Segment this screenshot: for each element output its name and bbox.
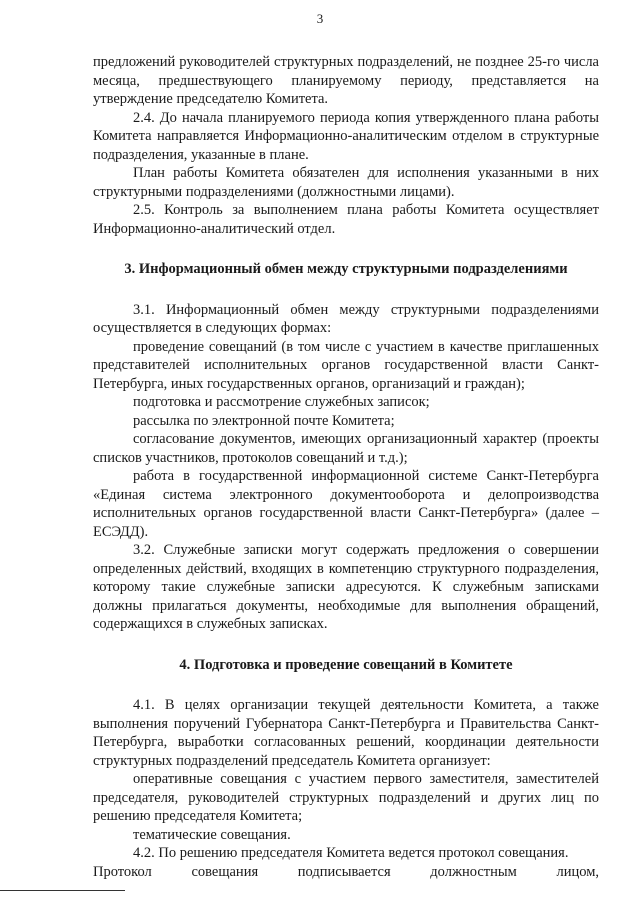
paragraph-3-1: 3.1. Информационный обмен между структурными подразделениями осуществляется в следующих формах: (93, 301, 599, 336)
list-item-esedd: работа в государственной информационной системе Санкт-Петербурга «Единая система электронного документооборота и делопроизводства исполнительных органов государственной власти Санкт-Петербурга» (далее – ЕСЭДД). (93, 468, 599, 540)
list-item-thematic-meetings: тематические совещания. (133, 826, 291, 843)
paragraph-protocol-signing: Протокол совещания подписывается должностным лицом, (93, 863, 599, 880)
footnote-rule (0, 890, 125, 891)
list-item-operational-meetings: оперативные совещания с участием первого заместителя, заместителей председателя, руководителей структурных подразделений и других лиц по решению председателя Комитета; (93, 771, 599, 824)
paragraph-3-2: 3.2. Служебные записки могут содержать предложения о совершении определенных действий, входящих в компетенцию структурного подразделения, которому такие служебные записки адресуются. К служебным записками должны прилагаться документы, необходимые для выполнения обращений, содержащихся в служебных записках. (93, 542, 599, 632)
section-4-heading: 4. Подготовка и проведение совещаний в Комитете (179, 656, 513, 673)
paragraph-continuation: предложений руководителей структурных подразделений, не позднее 25-го числа месяца, предшествующего планируемому периоду, представляется на утверждение председателю Комитета. (93, 54, 599, 107)
list-item-approval: согласование документов, имеющих организационный характер (проекты списков участников, протоколов совещаний и т.д.); (93, 431, 599, 466)
paragraph-plan-mandatory: План работы Комитета обязателен для исполнения указанными в них структурными подразделениями (должностными лицами). (93, 165, 599, 200)
list-item-memos: подготовка и рассмотрение служебных записок; (133, 394, 430, 410)
paragraph-2-5: 2.5. Контроль за выполнением плана работы Комитета осуществляет Информационно-аналитический отдел. (93, 202, 599, 237)
section-3-heading: 3. Информационный обмен между структурными подразделениями (124, 261, 568, 277)
list-item-meetings: проведение совещаний (в том числе с участием в качестве приглашенных представителей исполнительных органов государственной власти Санкт-Петербурга, иных государственных органов, организаций и граждан); (93, 338, 599, 392)
paragraph-4-1: 4.1. В целях организации текущей деятельности Комитета, а также выполнения поручений Губернатора Санкт-Петербурга и Правительства Санкт-Петербурга, выработки согласованных решений, координации деятельности структурных подразделений председатель Комитета организует: (93, 697, 599, 769)
list-item-email: рассылка по электронной почте Комитета; (133, 412, 395, 429)
paragraph-4-2: 4.2. По решению председателя Комитета ведется протокол совещания. (133, 845, 569, 861)
paragraph-2-4: 2.4. До начала планируемого периода копия утвержденного плана работы Комитета направляется Информационно-аналитическим отделом в структурные подразделения, указанные в плане. (93, 109, 599, 163)
page-number: 3 (316, 11, 324, 26)
document-body (93, 53, 599, 881)
